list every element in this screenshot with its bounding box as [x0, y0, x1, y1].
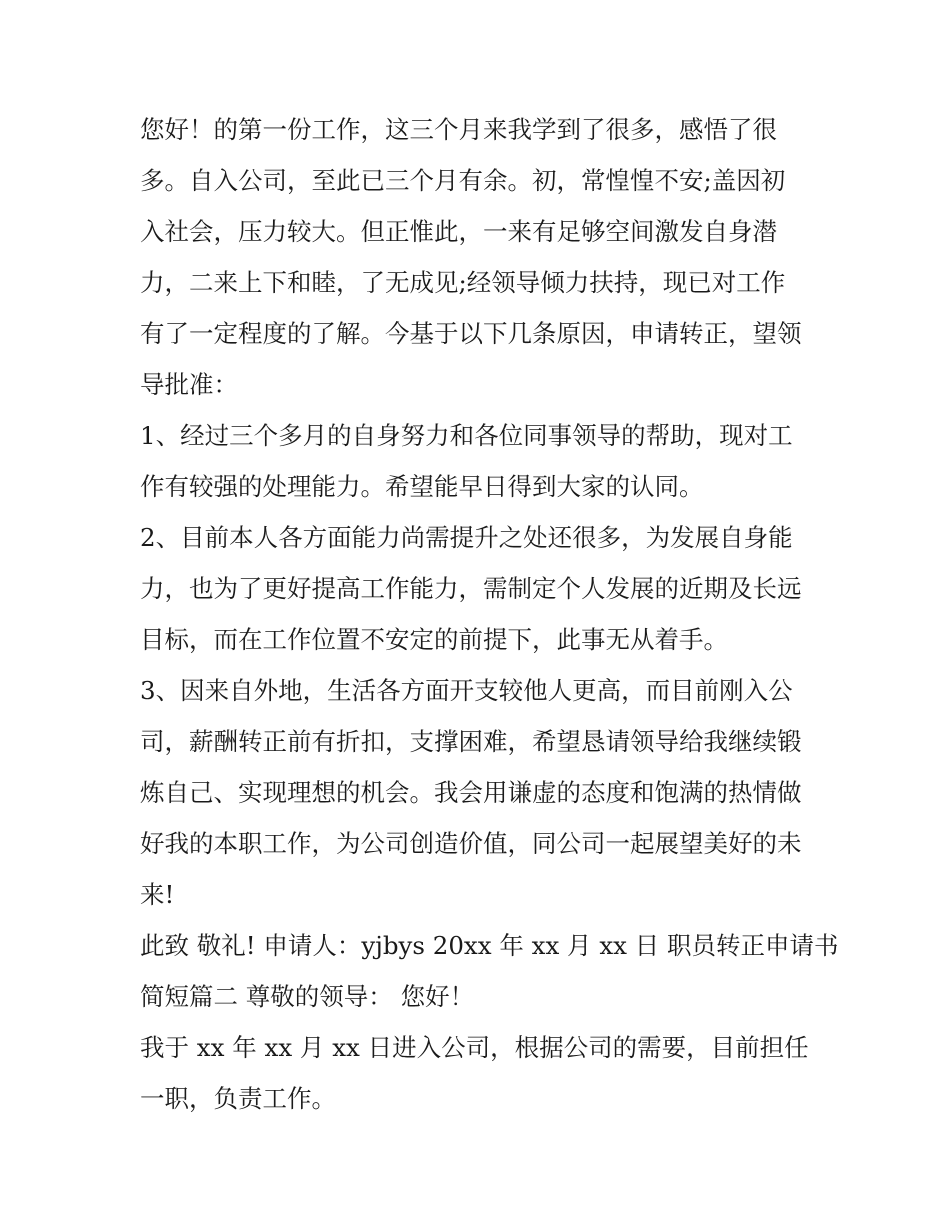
paragraph-second-letter: [140, 1022, 815, 1124]
text-line: 此致 敬礼! 申请人：yjbys 20xx 年 xx 月 xx 日 职员转正申请书: [140, 931, 839, 960]
text-line: 司，薪酬转正前有折扣，支撑困难，希望恳请领导给我继续锻: [140, 727, 802, 756]
paragraph-intro: [140, 104, 815, 410]
text-line: 一职，负责工作。: [140, 1084, 336, 1113]
document-body: [140, 104, 839, 1124]
text-line: 炼自己、实现理想的机会。我会用谦虚的态度和饱满的热情做: [140, 778, 802, 807]
text-line: 导批准：: [140, 370, 238, 399]
text-line: 好我的本职工作，为公司创造价值，同公司一起展望美好的未: [140, 829, 802, 858]
text-line: 作有较强的处理能力。希望能早日得到大家的认同。: [140, 472, 704, 501]
paragraph-reason-3: [140, 665, 815, 920]
text-line: 力，二来上下和睦，了无成见;经领导倾力扶持，现已对工作: [140, 268, 786, 297]
text-line: 来!: [140, 880, 175, 909]
paragraph-closing: [140, 920, 839, 1022]
text-line: 我于 xx 年 xx 月 xx 日进入公司，根据公司的需要，目前担任: [140, 1033, 809, 1062]
text-line: 多。自入公司，至此已三个月有余。初，常惶惶不安;盖因初: [140, 166, 786, 195]
text-line: 1、经过三个多月的自身努力和各位同事领导的帮助，现对工: [140, 421, 793, 450]
text-line: 入社会，压力较大。但正惟此，一来有足够空间激发自身潜: [140, 217, 777, 246]
text-line: 简短篇二 尊敬的领导： 您好！: [140, 982, 475, 1011]
text-line: 3、因来自外地，生活各方面开支较他人更高，而目前刚入公: [140, 676, 793, 705]
text-line: 有了一定程度的了解。今基于以下几条原因，申请转正，望领: [140, 319, 802, 348]
text-line: 力，也为了更好提高工作能力，需制定个人发展的近期及长远: [140, 574, 802, 603]
text-line: 目标，而在工作位置不安定的前提下，此事无从着手。: [140, 625, 728, 654]
paragraph-reason-1: [140, 410, 815, 512]
text-line: 您好！的第一份工作，这三个月来我学到了很多，感悟了很: [140, 115, 777, 144]
text-line: 2、目前本人各方面能力尚需提升之处还很多，为发展自身能: [140, 523, 793, 552]
paragraph-reason-2: [140, 512, 815, 665]
